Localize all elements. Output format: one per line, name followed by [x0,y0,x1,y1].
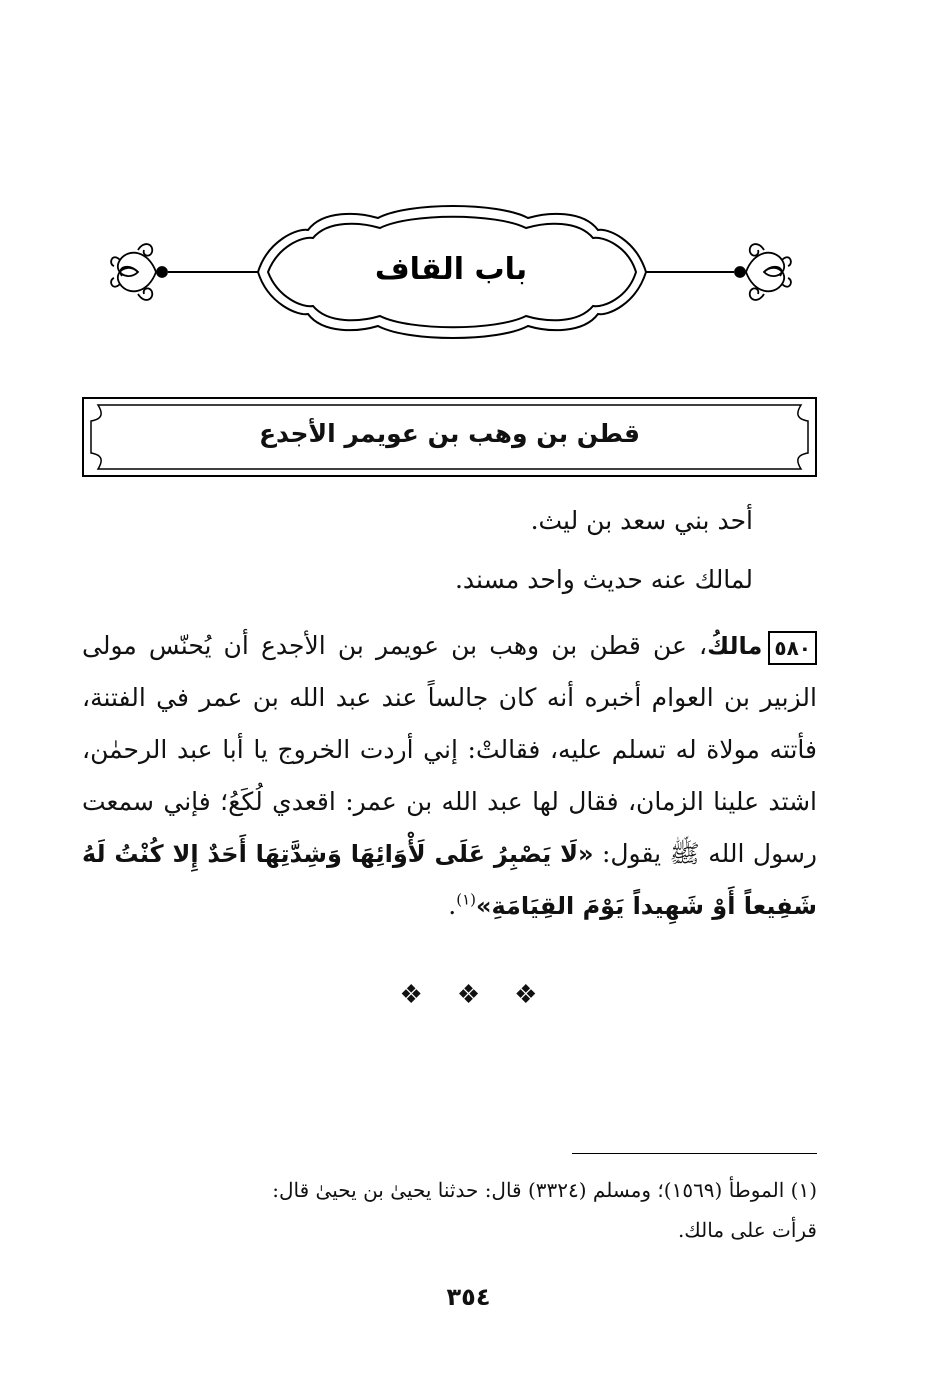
hadith-paragraph [82,620,817,932]
person-name: قطن بن وهب بن عويمر الأجدع [258,419,641,448]
intro-line-1: أحد بني سعد بن ليث. [530,506,753,535]
chapter-title: باب القاف [374,252,528,287]
footnote-line-2: قرأت على مالك. [677,1218,817,1242]
chapter-banner [108,200,794,350]
footnote [82,1170,817,1250]
hadith-end-mark: . [448,891,457,920]
person-heading-box [82,397,817,477]
footnote-line-1: (١) الموطأ (١٥٦٩)؛ ومسلم (٣٣٢٤) قال: حدثنا يحيىٰ بن يحيىٰ قال: [272,1178,817,1202]
page-number: ٣٥٤ [446,1283,491,1311]
footnote-rule [572,1153,817,1154]
hadith-number-badge: ٥٨٠ [768,631,817,665]
footnote-reference: (١) [456,890,476,909]
intro-line-2: لمالك عنه حديث واحد مسند. [454,565,753,594]
section-divider-ornament: ❖❖❖ [399,980,572,1010]
prophet-quote: «لَا يَصْبِرُ عَلَى لَأْوَائِهَا وَشِدَّتِهَا أَحَدٌ إِلا كُنْتُ لَهُ شَفِيعاً أَوْ شَهِيداً يَوْمَ القِيَامَةِ» [82,840,817,920]
hadith-narrator: مالكُ [707,632,763,660]
hadith-text: ، عن قطن بن وهب بن عويمر بن الأجدع أن يُحنّس مولى الزبير بن العوام أخبره أنه كان جالساً عند عبد الله بن عمر في الفتنة، فأتته مولاة له تسلم عليه، فقالتْ: إني أردت الخروج يا أبا عبد الرحمٰن، اشتد علينا الزمان، فقال لها عبد الله بن عمر: اقعدي لُكَعُ؛ فإني سمعت رسول الله ﷺ يقول: [82,631,817,868]
